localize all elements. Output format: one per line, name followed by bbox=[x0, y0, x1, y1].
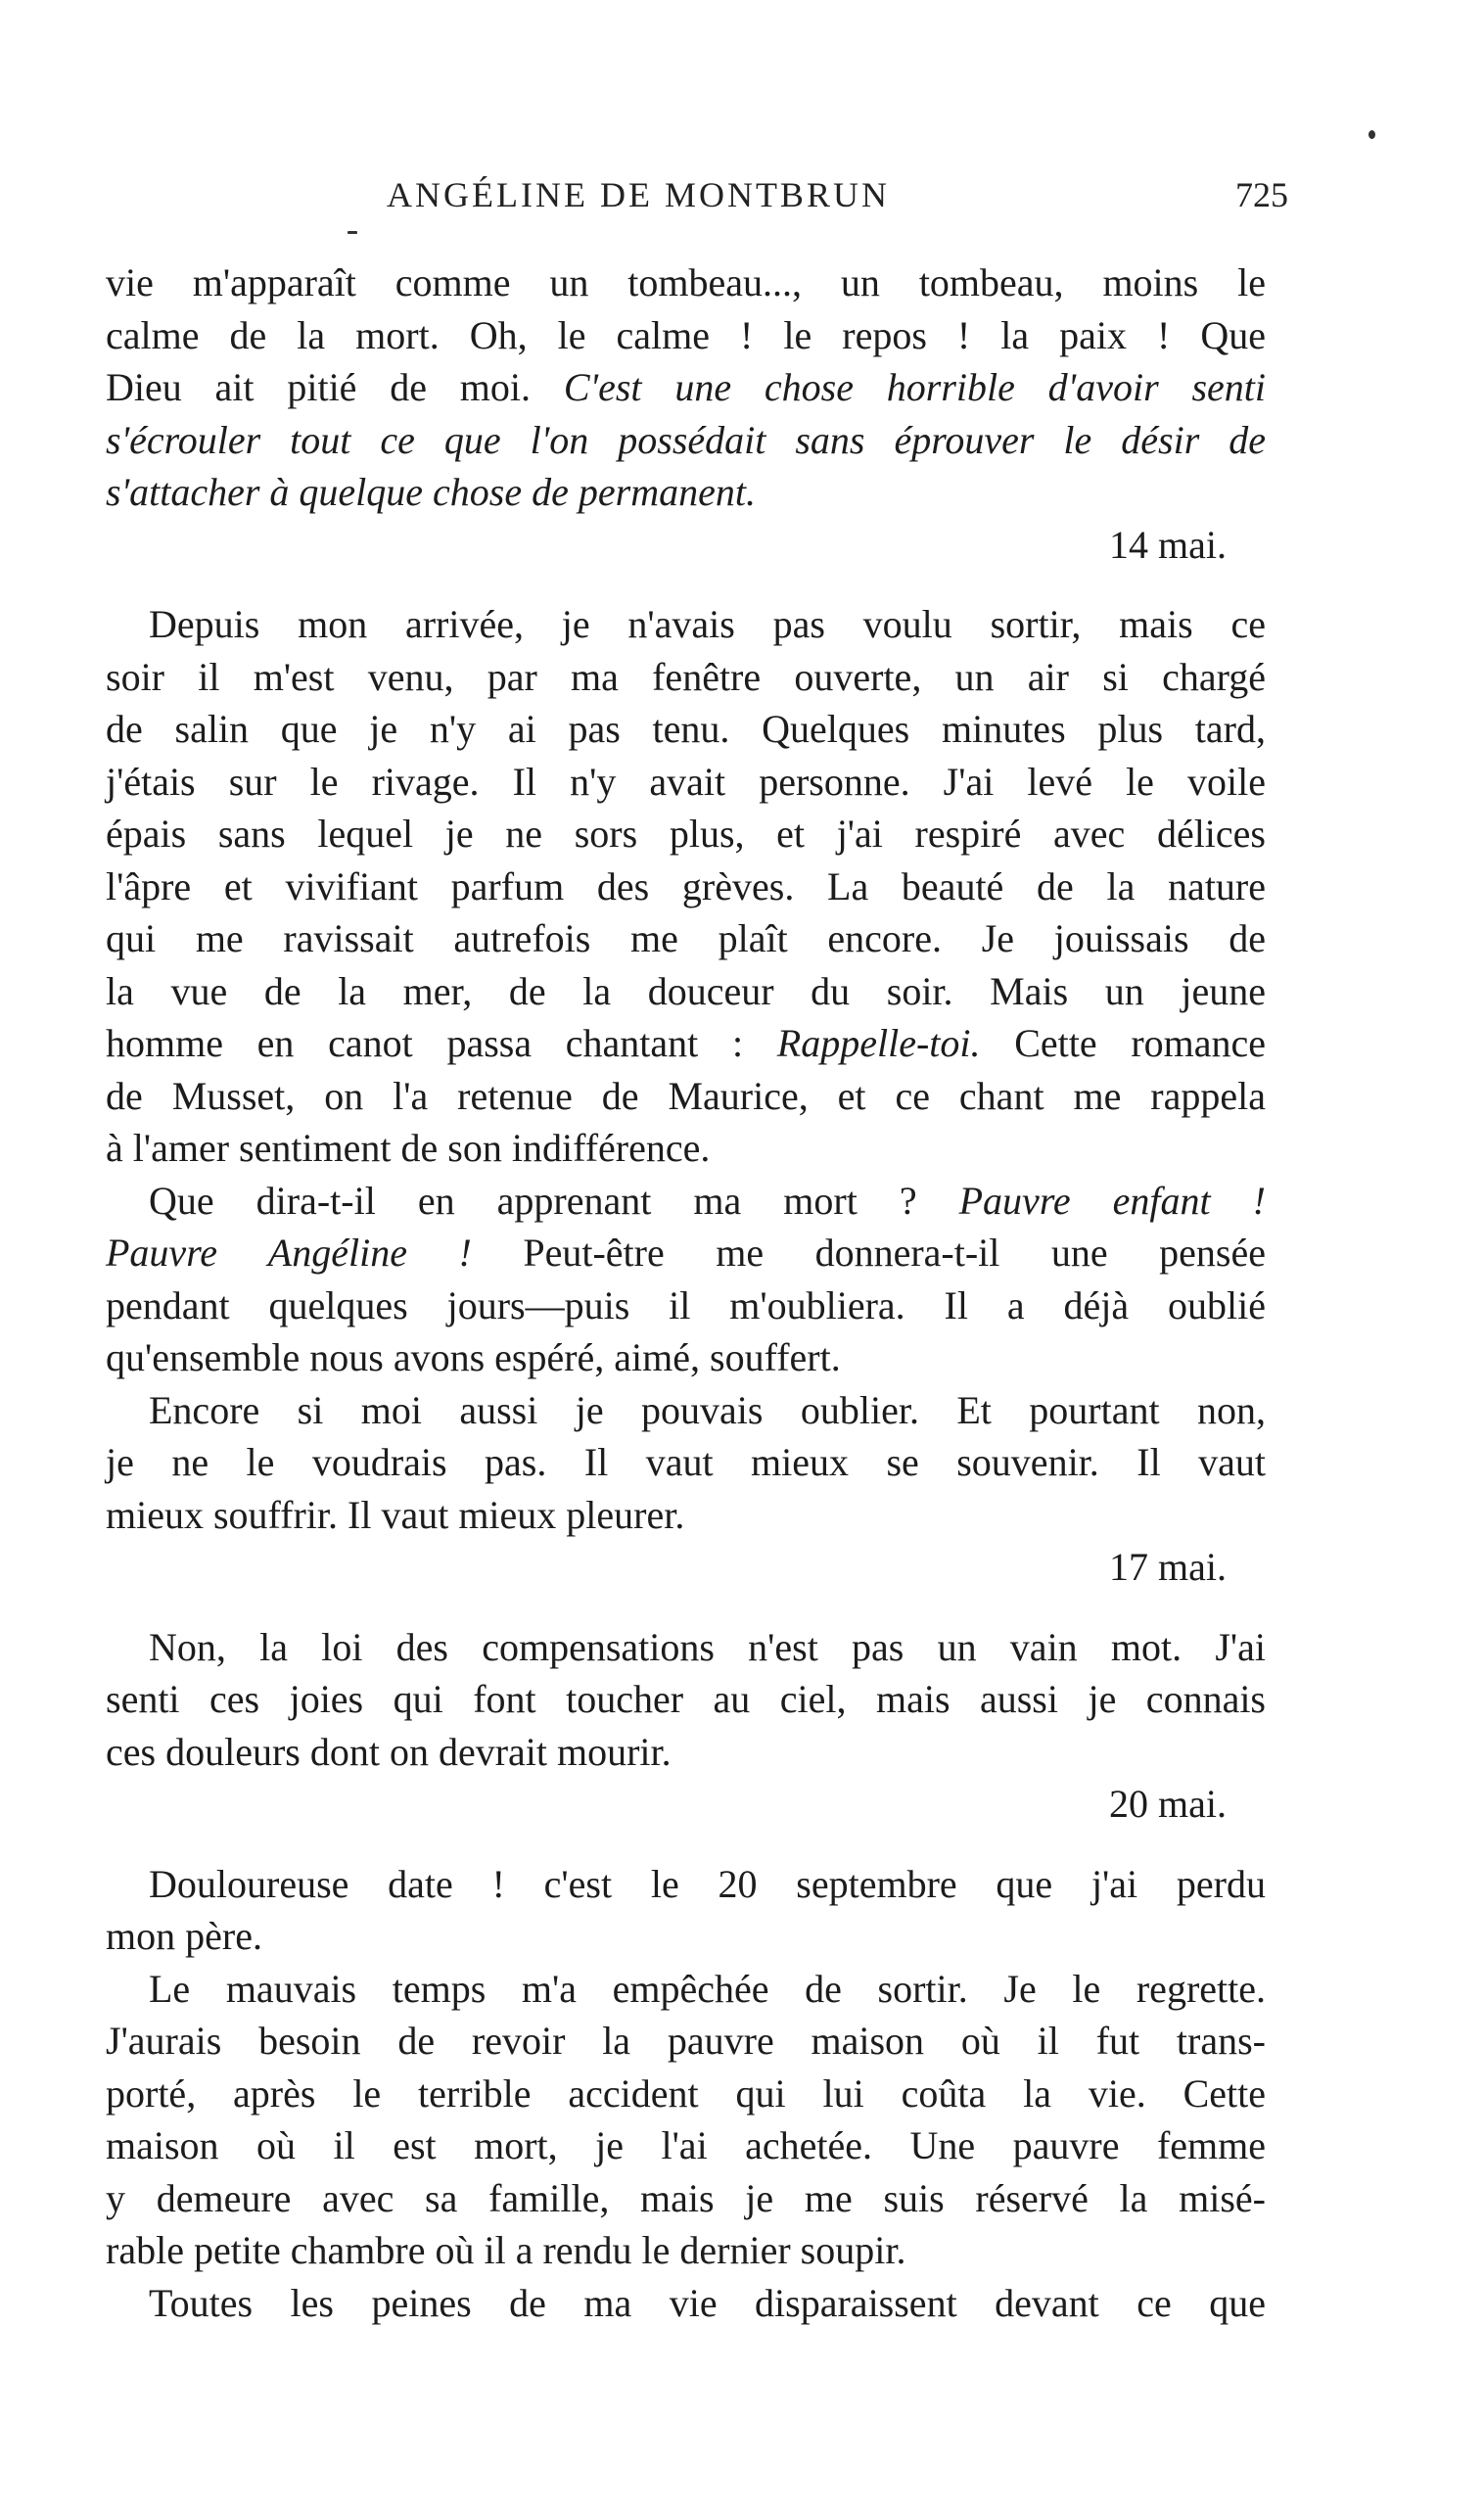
paragraph-4 bbox=[106, 1384, 1266, 1542]
text-span: homme en canot passa chantant : bbox=[106, 1021, 744, 1065]
text-line: J'aurais besoin de revoir la pauvre maison où il fut trans- bbox=[106, 2019, 1266, 2063]
entry-date: 14 mai. bbox=[1109, 522, 1227, 567]
text-line: qu'ensemble nous avons espéré, aimé, souffert. bbox=[106, 1335, 841, 1379]
text-line: épais sans lequel je ne sors plus, et j'ai respiré avec délices bbox=[106, 812, 1266, 856]
paragraph-6 bbox=[106, 1858, 1266, 1963]
text-line bbox=[106, 1175, 1266, 1228]
text-span: Que dira-t-il en apprenant ma mort ? bbox=[149, 1178, 917, 1223]
italic-span: Rappelle-toi. bbox=[776, 1021, 981, 1065]
text-line: s'attacher à quelque chose de permanent. bbox=[106, 470, 756, 514]
text-line: ces douleurs dont on devrait mourir. bbox=[106, 1729, 672, 1774]
paragraph-2 bbox=[106, 598, 1266, 1175]
text-line: l'âpre et vivifiant parfum des grèves. La beauté de la nature bbox=[106, 863, 1266, 908]
text-line: rable petite chambre où il a rendu le dernier soupir. bbox=[106, 2228, 906, 2272]
page-number: 725 bbox=[1235, 175, 1288, 214]
text-line bbox=[106, 1017, 1266, 1070]
paragraph-5 bbox=[106, 1621, 1266, 1779]
text-line: calme de la mort. Oh, le calme ! le repos ! la paix ! Que bbox=[106, 312, 1266, 357]
scan-speck bbox=[1368, 130, 1375, 139]
text-line: maison où il est mort, je l'ai achetée. Une pauvre femme bbox=[106, 2123, 1266, 2167]
text-line: Depuis mon arrivée, je n'avais pas voulu sortir, mais ce bbox=[149, 602, 1266, 646]
italic-span: C'est une chose horrible d'avoir senti bbox=[563, 365, 1267, 409]
text-line: de salin que je n'y ai pas tenu. Quelques minutes plus tard, bbox=[106, 707, 1266, 751]
italic-span: Pauvre enfant ! bbox=[958, 1178, 1267, 1223]
paragraph-3 bbox=[106, 1175, 1266, 1384]
text-line: à l'amer sentiment de son indifférence. bbox=[106, 1126, 711, 1170]
text-line: qui me ravissait autrefois me plaît encore. Je jouissais de bbox=[106, 916, 1266, 960]
text-line: Toutes les peines de ma vie disparaissent devant ce que bbox=[149, 2280, 1266, 2325]
text-line: s'écrouler tout ce que l'on possédait sans éprouver le désir de bbox=[106, 417, 1266, 462]
text-line: mieux souffrir. Il vaut mieux pleurer. bbox=[106, 1492, 685, 1537]
running-title: ANGÉLINE DE MONTBRUN bbox=[387, 175, 890, 214]
text-line bbox=[106, 1227, 1266, 1279]
paragraph-1 bbox=[106, 256, 1266, 519]
text-line: porté, après le terrible accident qui lui coûta la vie. Cette bbox=[106, 2070, 1266, 2116]
text-span: Dieu ait pitié de moi. bbox=[106, 365, 532, 409]
page-body bbox=[106, 256, 1266, 2329]
scan-speck bbox=[348, 231, 357, 234]
text-span: Cette romance bbox=[1014, 1021, 1267, 1065]
text-line: vie m'apparaît comme un tombeau..., un tombeau, moins le bbox=[106, 260, 1266, 304]
text-line: j'étais sur le rivage. Il n'y avait personne. J'ai levé le voile bbox=[106, 759, 1266, 804]
entry-date: 17 mai. bbox=[1109, 1545, 1227, 1589]
text-line: senti ces joies qui font toucher au ciel, mais aussi je connais bbox=[106, 1677, 1266, 1721]
paragraph-7 bbox=[106, 1963, 1266, 2277]
spacer bbox=[106, 571, 1266, 598]
text-line: Douloureuse date ! c'est le 20 septembre que j'ai perdu bbox=[149, 1861, 1266, 1906]
entry-date: 20 mai. bbox=[1109, 1782, 1227, 1826]
text-span: Peut-être me donnera-t-il une pensée bbox=[523, 1231, 1266, 1275]
text-line: y demeure avec sa famille, mais je me suis réservé la misé- bbox=[106, 2175, 1266, 2220]
text-line: pendant quelques jours—puis il m'oubliera. Il a déjà oublié bbox=[106, 1282, 1266, 1327]
italic-span: Pauvre Angéline ! bbox=[106, 1231, 472, 1275]
text-line: Non, la loi des compensations n'est pas un vain mot. J'ai bbox=[149, 1624, 1266, 1669]
page-header bbox=[0, 174, 1484, 223]
spacer bbox=[106, 1831, 1266, 1858]
paragraph-8 bbox=[106, 2277, 1266, 2330]
text-line bbox=[106, 361, 1266, 414]
text-line: de Musset, on l'a retenue de Maurice, et ce chant me rappela bbox=[106, 1073, 1266, 1118]
text-line: Encore si moi aussi je pouvais oublier. Et pourtant non, bbox=[149, 1387, 1266, 1432]
text-line: je ne le voudrais pas. Il vaut mieux se souvenir. Il vaut bbox=[106, 1440, 1266, 1484]
text-line: la vue de la mer, de la douceur du soir. Mais un jeune bbox=[106, 968, 1266, 1013]
text-line: mon père. bbox=[106, 1914, 262, 1958]
text-line: Le mauvais temps m'a empêchée de sortir. Je le regrette. bbox=[149, 1966, 1266, 2011]
spacer bbox=[106, 1594, 1266, 1621]
text-line: soir il m'est venu, par ma fenêtre ouverte, un air si chargé bbox=[106, 654, 1266, 699]
